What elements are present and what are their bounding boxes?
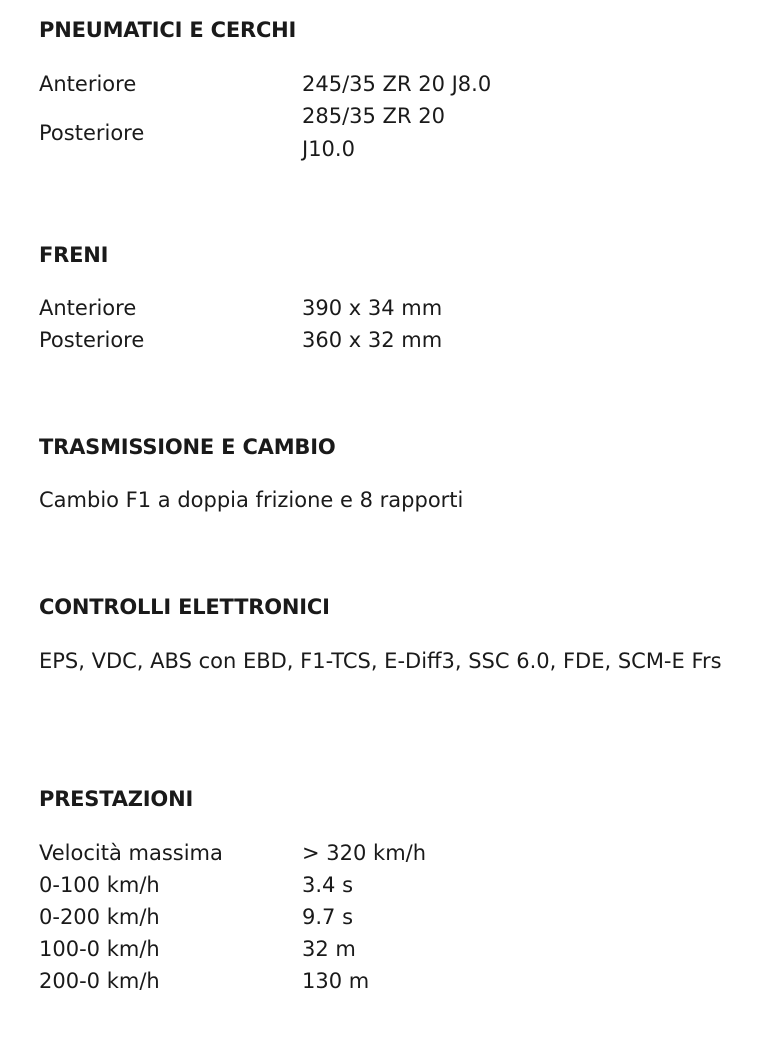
section-performance (39, 787, 749, 993)
spec-value: 360 x 32 mm (302, 328, 443, 352)
section-electronic-controls (39, 595, 749, 673)
spec-row-front-tyre (39, 68, 502, 100)
spec-value: 32 m (302, 937, 356, 961)
spec-label: Posteriore (39, 121, 145, 145)
spec-text: EPS, VDC, ABS con EBD, F1-TCS, E-Diff3, SSC 6.0, FDE, SCM-E Frs (39, 649, 722, 673)
spec-value: 285/35 ZR 20 J10.0 (302, 104, 445, 161)
section-title: TRASMISSIONE E CAMBIO (39, 435, 336, 459)
spec-value: 390 x 34 mm (302, 296, 443, 320)
section-title: PNEUMATICI E CERCHI (39, 18, 297, 42)
spec-value: 3.4 s (302, 873, 354, 897)
spec-label: Velocità massima (39, 841, 223, 865)
spec-row-top-speed (39, 837, 426, 869)
spec-label: Anteriore (39, 296, 137, 320)
section-brakes (39, 243, 749, 352)
spec-label: 0-200 km/h (39, 905, 160, 929)
spec-table (39, 292, 442, 356)
spec-value: 9.7 s (302, 905, 354, 929)
spec-row-rear-tyre (39, 100, 502, 166)
spec-row-0-200 (39, 901, 426, 933)
spec-table (39, 68, 502, 166)
spec-row-100-0 (39, 933, 426, 965)
section-transmission (39, 435, 749, 512)
spec-row-0-100 (39, 869, 426, 901)
spec-label: Anteriore (39, 72, 137, 96)
spec-value: > 320 km/h (302, 841, 427, 865)
spec-label: 200-0 km/h (39, 969, 160, 993)
spec-label: 100-0 km/h (39, 937, 160, 961)
spec-row-200-0 (39, 965, 426, 997)
spec-value: 130 m (302, 969, 370, 993)
spec-table (39, 837, 426, 997)
section-tyres (39, 18, 749, 161)
spec-label: Posteriore (39, 328, 145, 352)
section-title: CONTROLLI ELETTRONICI (39, 595, 330, 619)
section-title: FRENI (39, 243, 109, 267)
spec-row-front-brake (39, 292, 442, 324)
section-title: PRESTAZIONI (39, 787, 194, 811)
spec-label: 0-100 km/h (39, 873, 160, 897)
spec-row-rear-brake (39, 324, 442, 356)
spec-value: 245/35 ZR 20 J8.0 (302, 72, 492, 96)
spec-text: Cambio F1 a doppia frizione e 8 rapporti (39, 488, 464, 512)
